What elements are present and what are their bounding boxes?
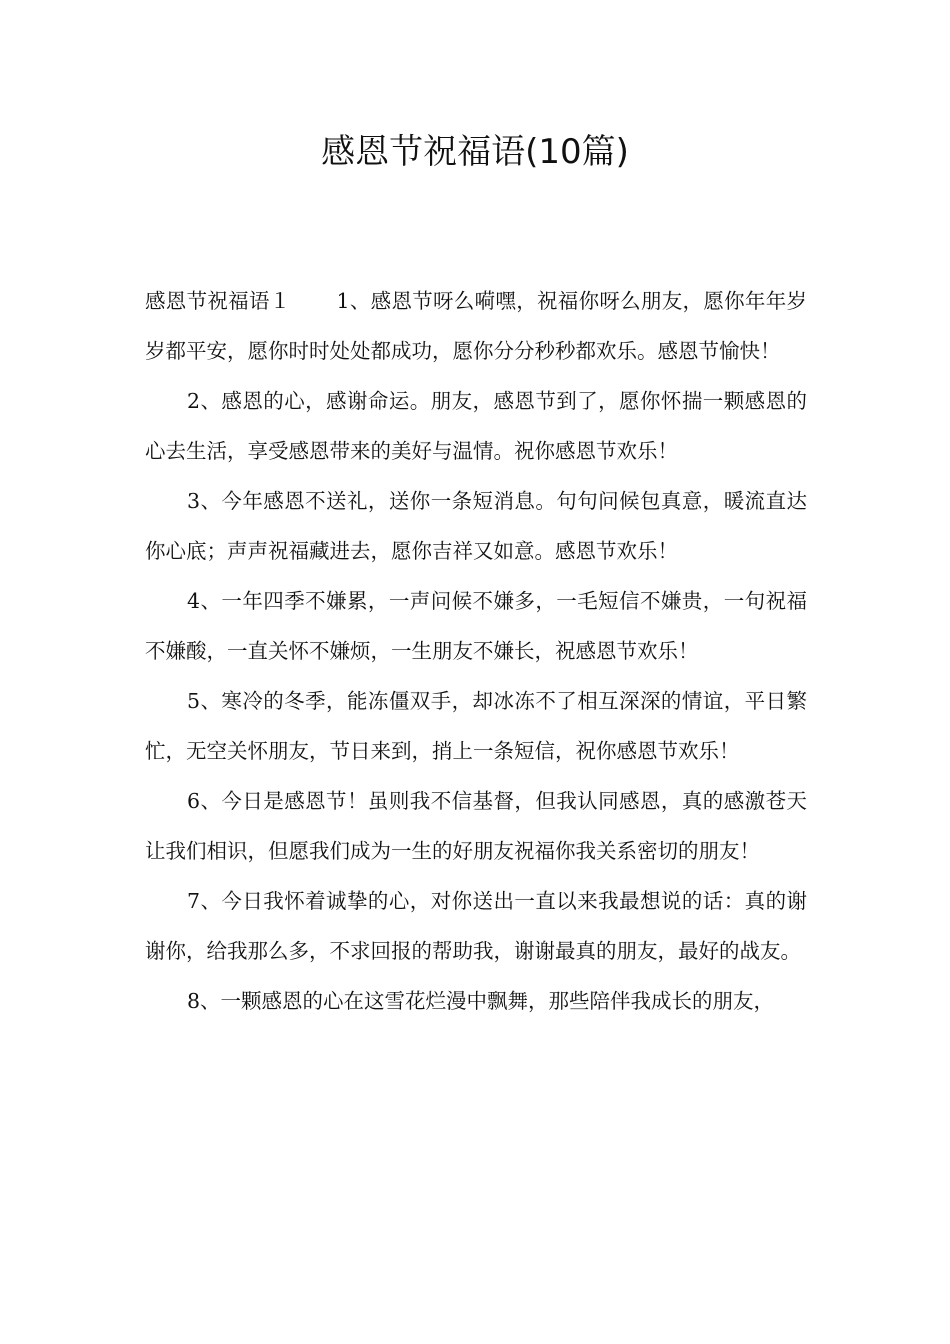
paragraph-2: 2、感恩的心，感谢命运。朋友，感恩节到了，愿你怀揣一颗感恩的心去生活，享受感恩带来的美好与温情。祝你感恩节欢乐！: [145, 389, 807, 463]
paragraph-8: 8、一颗感恩的心在这雪花烂漫中飘舞，那些陪伴我成长的朋友，: [187, 989, 775, 1013]
paragraph-1-text: 1、感恩节呀么嗬嘿，祝福你呀么朋友，愿你年年岁岁都平安，愿你时时处处都成功，愿你分分秒秒都欢乐。感恩节愉快！: [145, 289, 808, 363]
document-body: [145, 276, 807, 1026]
section-heading: 感恩节祝福语１: [145, 289, 291, 313]
paragraph-3: 3、今年感恩不送礼，送你一条短消息。句句问候包真意，暖流直达你心底；声声祝福藏进去，愿你吉祥又如意。感恩节欢乐！: [145, 489, 807, 563]
paragraph-4: 4、一年四季不嫌累，一声问候不嫌多，一毛短信不嫌贵，一句祝福不嫌酸，一直关怀不嫌烦，一生朋友不嫌长，祝感恩节欢乐！: [145, 589, 807, 663]
paragraph-7: 7、今日我怀着诚挚的心，对你送出一直以来我最想说的话：真的谢谢你，给我那么多，不求回报的帮助我，谢谢最真的朋友，最好的战友。: [145, 889, 807, 963]
paragraph-1: [145, 276, 807, 376]
paragraph-5: 5、寒冷的冬季，能冻僵双手，却冰冻不了相互深深的情谊，平日繁忙，无空关怀朋友，节日来到，捎上一条短信，祝你感恩节欢乐！: [145, 689, 807, 763]
document-title: 感恩节祝福语(10篇): [321, 132, 629, 172]
paragraph-6: 6、今日是感恩节！虽则我不信基督，但我认同感恩，真的感激苍天让我们相识，但愿我们成为一生的好朋友祝福你我关系密切的朋友！: [145, 789, 807, 863]
